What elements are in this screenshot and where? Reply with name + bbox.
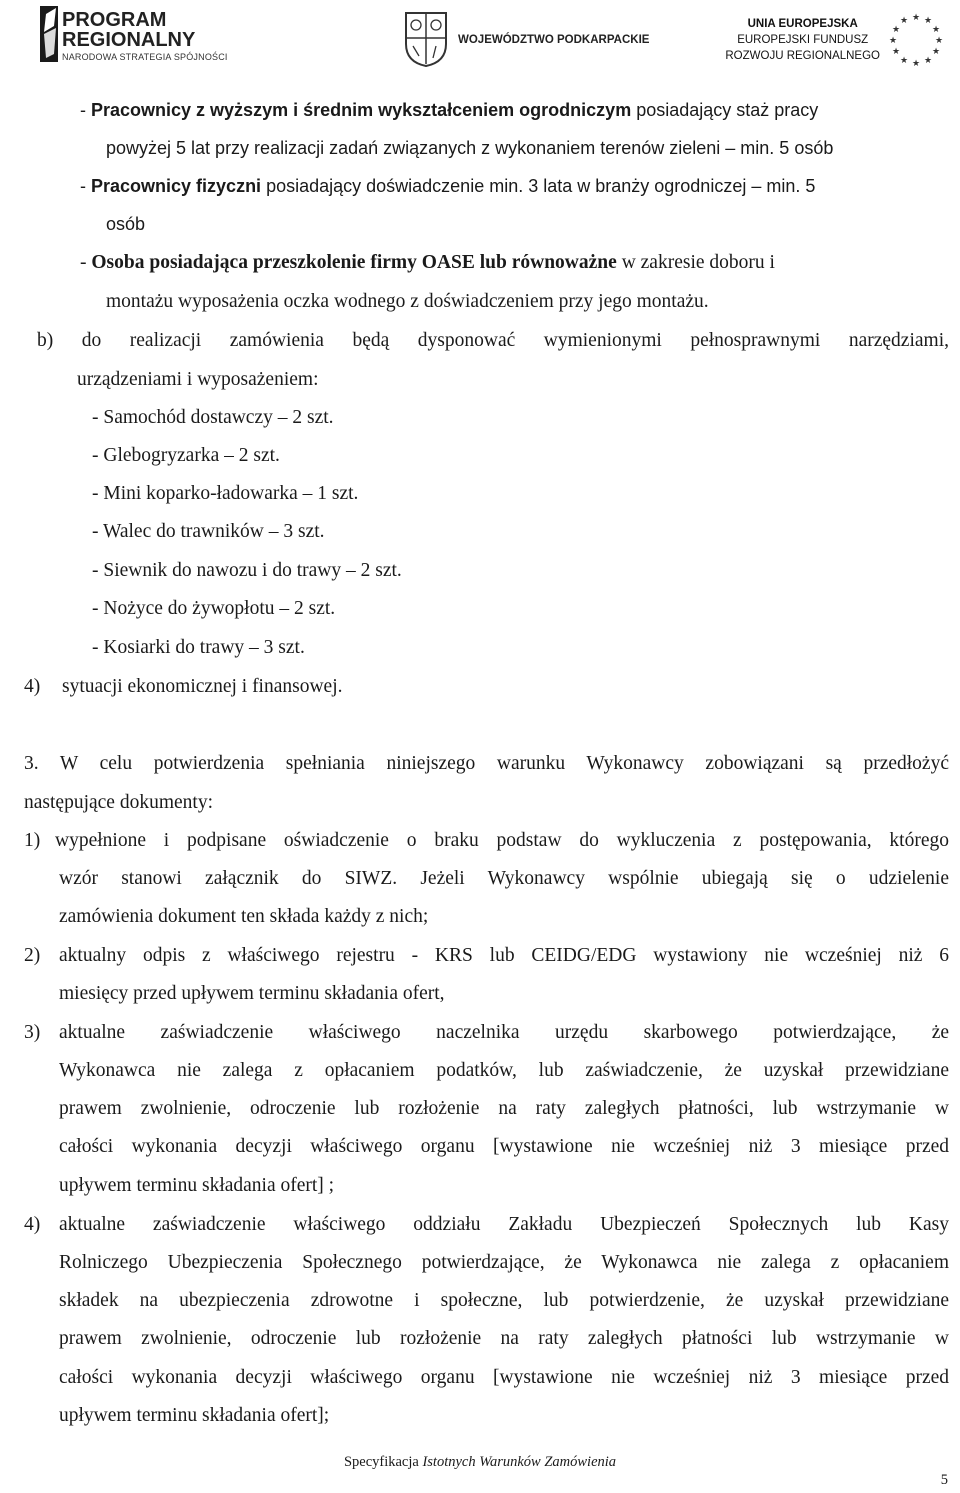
svg-text:★: ★: [891, 46, 901, 56]
staff-requirement-horticultural: - Pracownicy z wyższym i średnim wykształceniem ogrodniczym posiadający staż pracy: [80, 100, 819, 120]
list-number: 3): [24, 1022, 41, 1043]
equipment-item: - Samochód dostawczy – 2 szt.: [92, 407, 334, 428]
list-number: 2): [24, 945, 41, 966]
text-line: upływem terminu składania ofert];: [59, 1405, 330, 1426]
list-number: 4): [24, 676, 41, 697]
page-number: 5: [940, 1472, 948, 1488]
text-line: Wykonawca nie zalega z opłacaniem podatków, lub zaświadczenie, że uzyskał przewidziane: [59, 1060, 949, 1081]
text-line: aktualny odpis z właściwego rejestru - KRS lub CEIDG/EDG wystawiony nie wcześniej niż 6: [59, 945, 949, 966]
text-line: miesięcy przed upływem terminu składania ofert,: [59, 983, 445, 1004]
svg-text:★: ★: [891, 24, 901, 34]
text-line: następujące dokumenty:: [24, 792, 213, 813]
equipment-item: - Walec do trawników – 3 szt.: [92, 521, 325, 542]
podkarpackie-crest-icon: [403, 10, 449, 68]
text-line: urządzeniami i wyposażeniem:: [77, 369, 319, 390]
list-number: 4): [24, 1214, 41, 1235]
staff-requirement-oase: - Osoba posiadająca przeszkolenie firmy OASE lub równoważne w zakresie doboru i: [80, 252, 775, 273]
eu-fund-text: UNIA EUROPEJSKA EUROPEJSKI FUNDUSZ ROZWOJU REGIONALNEGO: [725, 18, 880, 62]
text-line: składek na ubezpieczenia zdrowotne i społeczne, lub potwierdzenie, że uzyskał przewidziane: [59, 1290, 949, 1311]
text-line: upływem terminu składania ofert] ;: [59, 1175, 335, 1196]
equipment-item: - Nożyce do żywopłotu – 2 szt.: [92, 598, 336, 619]
svg-text:★: ★: [888, 35, 898, 45]
svg-text:★: ★: [899, 15, 909, 25]
svg-text:★: ★: [911, 58, 921, 68]
text-line: Rolniczego Ubezpieczenia Społecznego potwierdzające, że Wykonawca nie zalega z opłacaniem: [59, 1252, 949, 1273]
text-line: sytuacji ekonomicznej i finansowej.: [62, 676, 343, 697]
page-footer: Specyfikacja Istotnych Warunków Zamówienia: [343, 1454, 617, 1470]
text-line: powyżej 5 lat przy realizacji zadań związanych z wykonaniem terenów zieleni – min. 5 osób: [106, 138, 834, 158]
program-title: PROGRAM REGIONALNY: [62, 9, 196, 51]
text-line: całości wykonania decyzji właściwego organu [wystawione nie wcześniej niż 3 miesiące przed: [59, 1136, 949, 1157]
page-header: [0, 0, 960, 78]
svg-text:★: ★: [911, 12, 921, 22]
equipment-item: - Siewnik do nawozu i do trawy – 2 szt.: [92, 560, 402, 581]
text-line: prawem zwolnienie, odroczenie lub rozłożenie na raty zaległych płatności, lub wstrzymanie w: [59, 1098, 949, 1119]
text-line: wzór stanowi załącznik do SIWZ. Jeżeli Wykonawcy wspólnie ubiegają się o udzielenie: [59, 868, 949, 889]
region-name: WOJEWÓDZTWO PODKARPACKIE: [458, 34, 650, 46]
svg-text:★: ★: [931, 46, 941, 56]
equipment-item: - Mini koparko-ładowarka – 1 szt.: [92, 483, 359, 504]
text-line: całości wykonania decyzji właściwego organu [wystawione nie wcześniej niż 3 miesiące przed: [59, 1367, 949, 1388]
equipment-item: - Kosiarki do trawy – 3 szt.: [92, 637, 305, 658]
text-line: montażu wyposażenia oczka wodnego z doświadczeniem przy jego montażu.: [106, 291, 709, 312]
svg-text:★: ★: [931, 24, 941, 34]
list-number: 1): [24, 830, 41, 851]
text-line: zamówienia dokument ten składa każdy z nich;: [59, 906, 429, 927]
text-line: osób: [106, 214, 146, 234]
svg-text:★: ★: [923, 15, 933, 25]
text-line: aktualne zaświadczenie właściwego oddziału Zakładu Ubezpieczeń Społecznych lub Kasy: [59, 1214, 949, 1235]
staff-requirement-physical: - Pracownicy fizyczni posiadający doświadczenie min. 3 lata w branży ogrodniczej – min. 5: [80, 176, 816, 196]
text-line: wypełnione i podpisane oświadczenie o braku podstaw do wykluczenia z postępowania, którego: [55, 830, 949, 851]
program-subtitle: NARODOWA STRATEGIA SPÓJNOŚCI: [62, 52, 228, 62]
eu-stars-icon: [885, 8, 947, 70]
text-line: b) do realizacji zamówienia będą dysponować wymienionymi pełnosprawnymi narzędziami,: [37, 330, 949, 351]
svg-text:★: ★: [899, 55, 909, 65]
text-line: aktualne zaświadczenie właściwego naczelnika urzędu skarbowego potwierdzające, że: [59, 1022, 949, 1043]
text-line: prawem zwolnienie, odroczenie lub rozłożenie na raty zaległych płatności lub wstrzymanie w: [59, 1328, 949, 1349]
section-heading: 3. W celu potwierdzenia spełniania niniejszego warunku Wykonawcy zobowiązani są przedłożyć: [24, 753, 949, 774]
svg-text:★: ★: [934, 35, 944, 45]
equipment-item: - Glebogryzarka – 2 szt.: [92, 445, 280, 466]
svg-text:★: ★: [923, 55, 933, 65]
